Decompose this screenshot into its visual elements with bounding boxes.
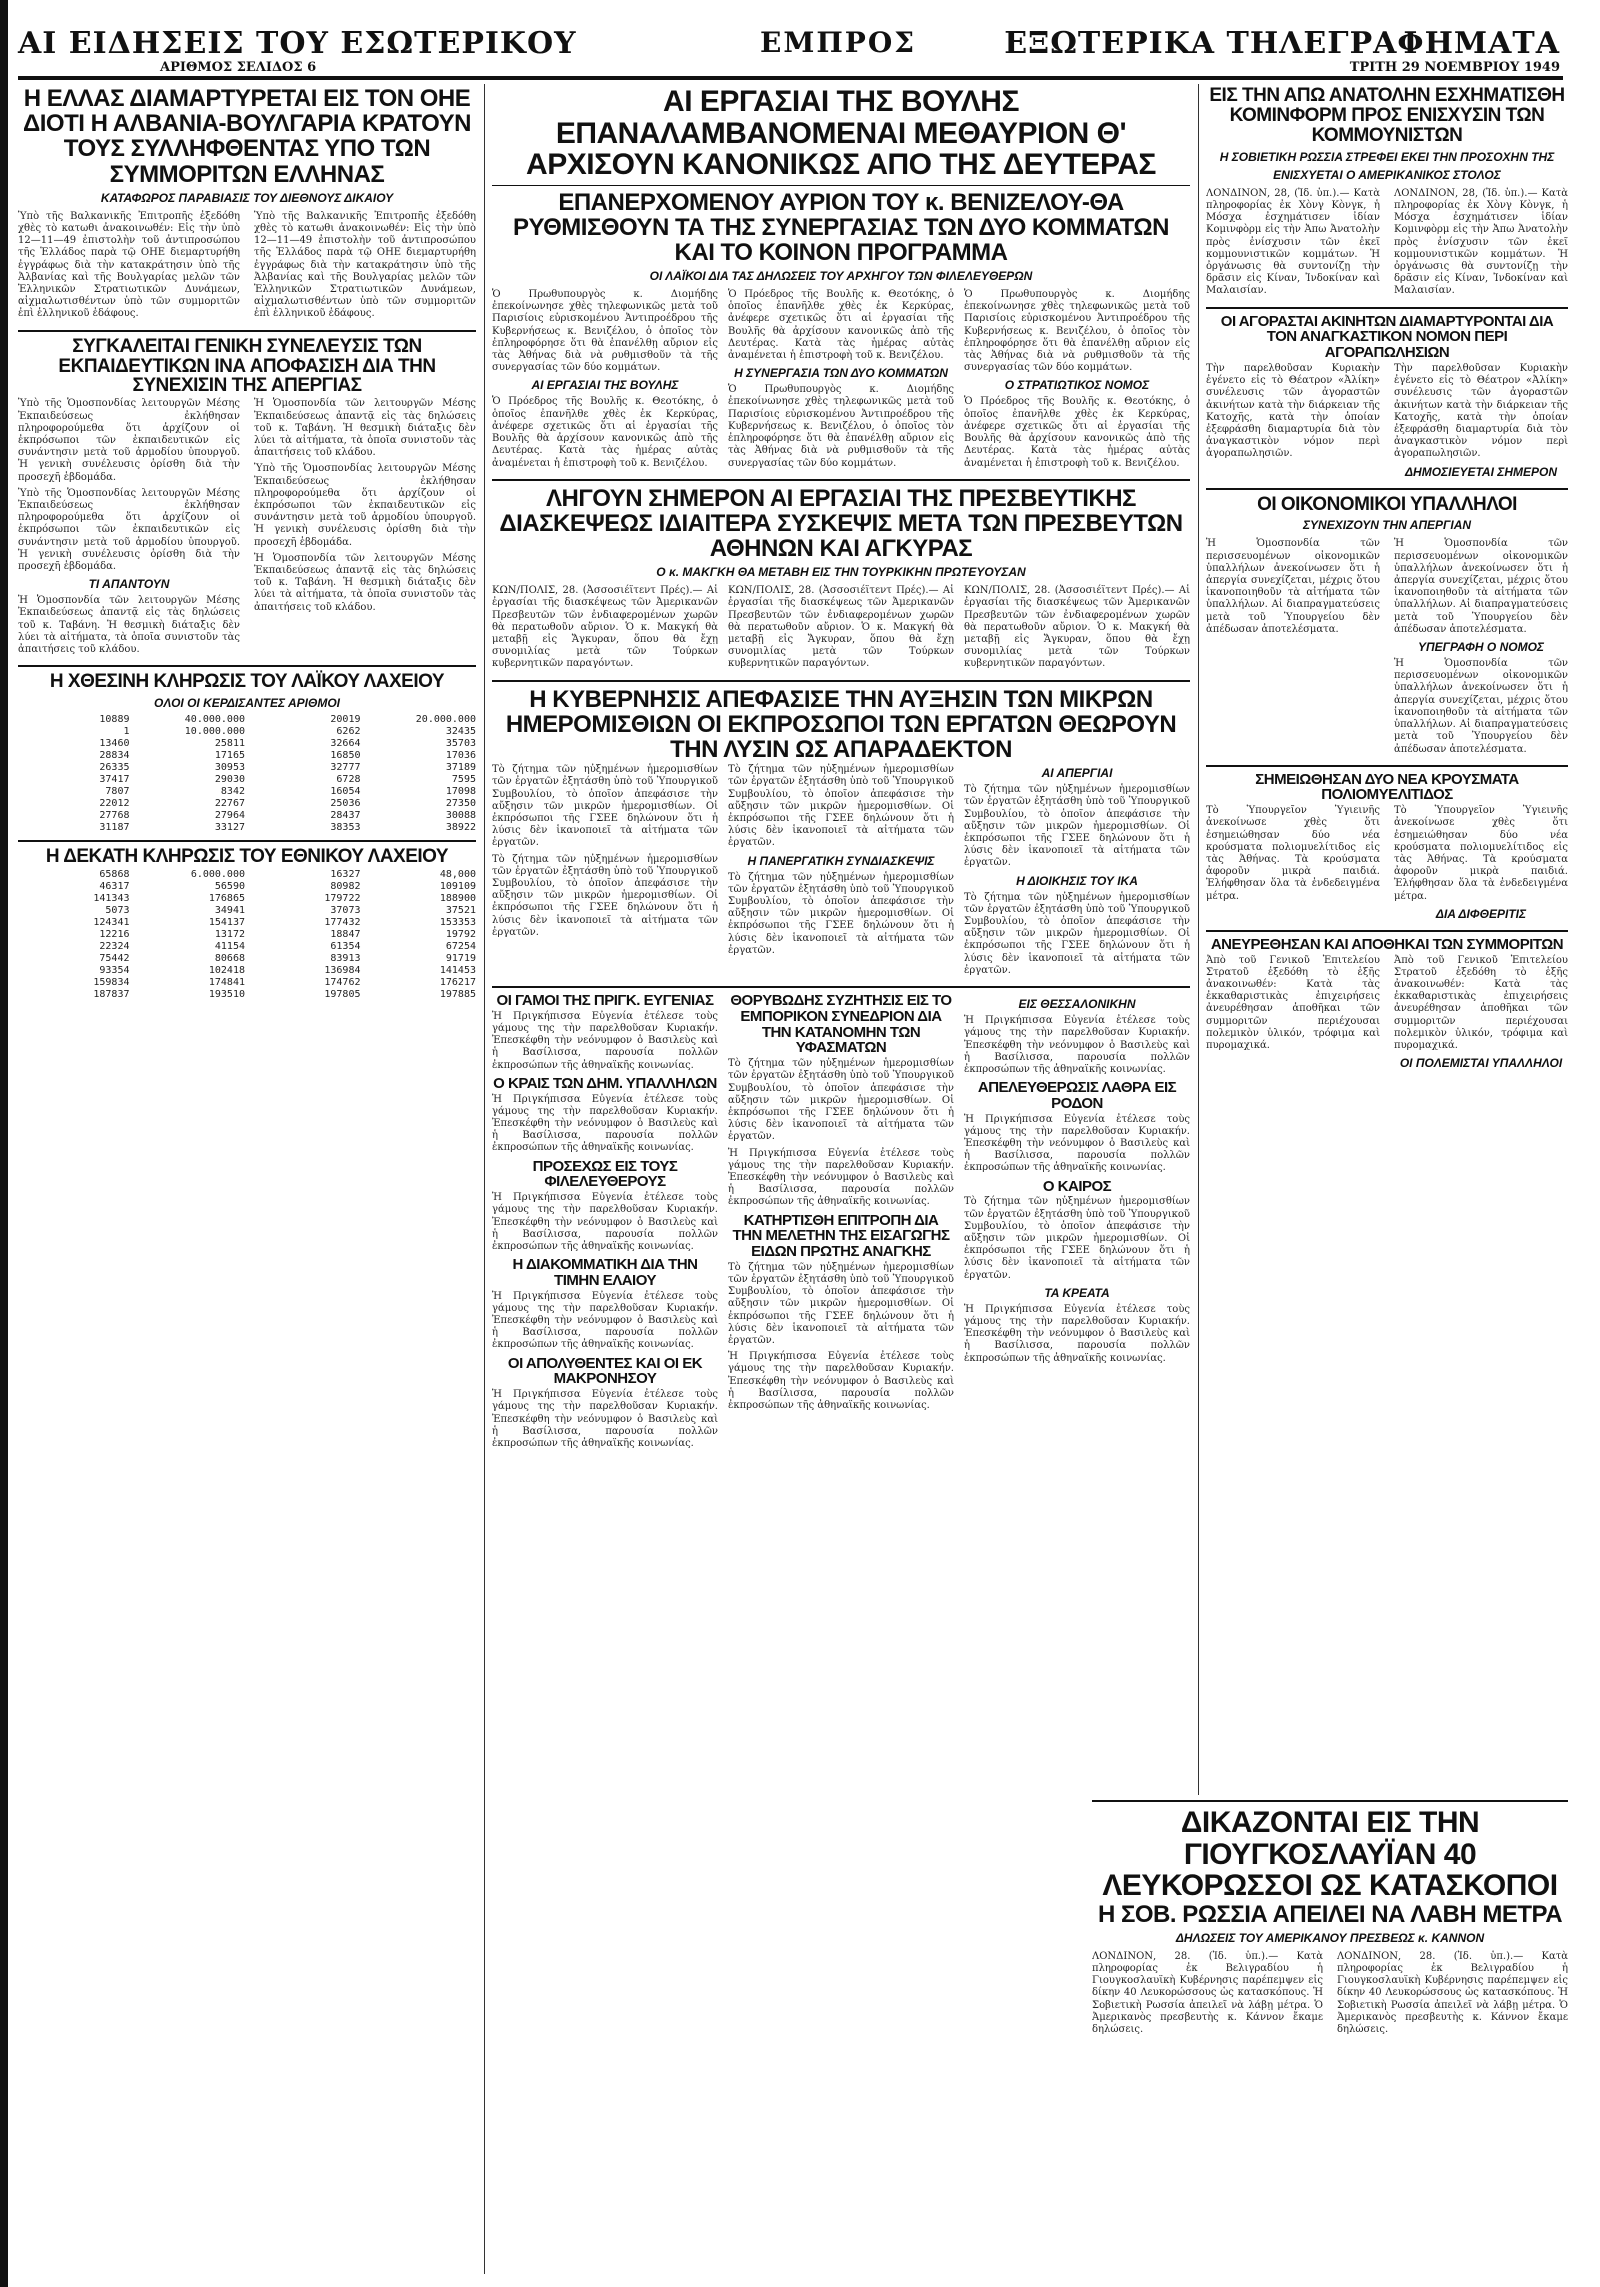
lottery-number: 19792 (445, 929, 476, 941)
lottery-number: 27768 (99, 810, 130, 822)
lottery-number: 179722 (324, 893, 361, 905)
divider (1206, 765, 1568, 767)
lottery-number: 80668 (214, 953, 245, 965)
lottery-number: 34941 (214, 905, 245, 917)
lottery-number: 61354 (330, 941, 361, 953)
divider (1206, 307, 1568, 309)
masthead-rule (18, 76, 1563, 80)
lottery-number: 109109 (439, 881, 476, 893)
article-text: Τὴν παρελθοῦσαν Κυριακὴν ἐγένετο εἰς τὸ Θέατρον «Ἀλίκη» συνέλευσις τῶν ἀγοραστῶν ἀκινήτων κατὰ τὴν διάρκειαν τῆς Κατοχῆς, κατὰ τὴν ὁποίαν ἐξεφράσθη διαμαρτυρία διὰ τὸν ἀναγκαστικὸν νόμον περὶ ἀγοραπωλησιῶν. (1394, 362, 1568, 460)
headline-popular-lottery: Η ΧΘΕΣΙΝΗ ΚΛΗΡΩΣΙΣ ΤΟΥ ΛΑΪΚΟΥ ΛΑΧΕΙΟΥ (49, 671, 445, 693)
article-text: Ἡ Πριγκήπισσα Εὐγενία ἐτέλεσε τοὺς γάμους της τὴν παρελθοῦσαν Κυριακήν. Ἐπεσκέφθη τὴν νεόνυμφον ὁ Βασιλεὺς καὶ ἡ Βασίλισσα, παρουσία πολλῶν ἐκπροσώπων τῆς ἀθηναϊκῆς κοινωνίας. (492, 1290, 718, 1351)
lottery-number: 8342 (220, 786, 245, 798)
divider (492, 479, 1190, 481)
article-text: ΚΩΝ/ΠΟΛΙΣ, 28. (Ἀσσοσιέϊτεντ Πρές).— Αἱ ἐργασίαι τῆς διασκέψεως τῶν Ἀμερικανῶν Πρεσβευτῶν τῶν ἐνδιαφερομένων χωρῶν θὰ περατωθοῦν αὔριον. Ὁ κ. Μακγκή θὰ μεταβῇ εἰς Ἄγκυραν, ὅπου θὰ ἔχῃ συνομιλίας μετὰ τῶν Τούρκων κυβερνητικῶν παραγόντων. (728, 585, 954, 670)
lottery-number: 38353 (330, 822, 361, 834)
lottery-number: 141343 (93, 893, 130, 905)
article-text: Ὑπὸ τῆς Ὁμοσπονδίας λειτουργῶν Μέσης Ἐκπαιδεύσεως ἐκλήθησαν πληροφορούμεθα ὅτι ἀρχίζουν οἱ ἐκπρόσωποι τῶν ἐκπαιδευτικῶν εἰς συνάντησιν μετὰ τοῦ ἁρμοδίου ὑπουργοῦ. Ἡ γενικὴ συνέλευσις ὁρίσθη διὰ τὴν προσεχῆ ἑβδομάδα. (18, 487, 240, 573)
masthead (0, 26, 1600, 60)
center-section (492, 86, 1190, 2276)
lottery-number: 193510 (208, 989, 245, 1001)
lottery-number: 28834 (99, 750, 130, 762)
subheadline: ΣΥΝΕΧΙΖΟΥΝ ΤΗΝ ΑΠΕΡΓΙΑΝ (1302, 518, 1472, 533)
lottery-number: 67254 (445, 941, 476, 953)
lottery-number: 136984 (324, 965, 361, 977)
divider (1206, 488, 1568, 490)
newspaper-name: ΕΜΠΡΟΣ (760, 26, 917, 59)
lottery-number: 91719 (445, 953, 476, 965)
headline-venizelos: ΕΠΑΝΕΡΧΟΜΕΝΟΥ ΑΥΡΙΟΝ ΤΟΥ κ. ΒΕΝΙΖΕΛΟΥ-ΘΑ ΡΥΘΜΙΣΘΟΥΝ ΤΑ ΤΗΣ ΣΥΝΕΡΓΑΣΙΑΣ ΤΩΝ ΔΥΟ ΚΟΜΜΑΤΩΝ ΚΑΙ ΤΟ ΚΟΙΝΟΝ ΠΡΟΓΡΑΜΜΑ (513, 188, 1169, 266)
article-text: Τὸ ζήτημα τῶν ηὐξημένων ἡμερομισθίων τῶν ἐργατῶν ἐξητάσθη ὑπὸ τοῦ Ὑπουργικοῦ Συμβουλίου, τὸ ὁποῖον ἀπεφάσισε τὴν αὔξησιν τῶν μικρῶν ἡμερομισθίων. Οἱ ἐκπρόσωποι τῆς ΓΣΕΕ δηλώνουν ὅτι ἡ λύσις δὲν ἱκανοποιεῖ τὰ αἰτήματα τῶν ἐργατῶν. (492, 764, 718, 849)
lottery-number: 32664 (330, 738, 361, 750)
article-text: Τὸ ζήτημα τῶν ηὐξημένων ἡμερομισθίων τῶν ἐργατῶν ἐξητάσθη ὑπὸ τοῦ Ὑπουργικοῦ Συμβουλίου, τὸ ὁποῖον ἀπεφάσισε τὴν αὔξησιν τῶν μικρῶν ἡμερομισθίων. Οἱ ἐκπρόσωποι τῆς ΓΣΕΕ δηλώνουν ὅτι ἡ λύσις δὲν ἱκανοποιεῖ τὰ αἰτήματα τῶν ἐργατῶν. (964, 784, 1190, 869)
subheadline: ΑΙ ΕΡΓΑΣΙΑΙ ΤΗΣ ΒΟΥΛΗΣ (531, 378, 679, 393)
article-text: Ἡ Πριγκήπισσα Εὐγενία ἐτέλεσε τοὺς γάμους της τὴν παρελθοῦσαν Κυριακήν. Ἐπεσκέφθη τὴν νεόνυμφον ὁ Βασιλεὺς καὶ ἡ Βασίλισσα, παρουσία πολλῶν ἐκπροσώπων τῆς ἀθηναϊκῆς κοινωνίας. (964, 1015, 1190, 1075)
headline-depots-found: ΑΝΕΥΡΕΘΗΣΑΝ ΚΑΙ ΑΠΟΘΗΚΑΙ ΤΩΝ ΣΥΜΜΟΡΙΤΩΝ (1210, 935, 1564, 953)
article-text: Ἡ Ὁμοσπονδία τῶν λειτουργῶν Μέσης Ἐκπαιδεύσεως ἀπαντᾷ εἰς τὰς δηλώσεις τοῦ κ. Ταβάνη. Ἡ θεσμικὴ διάταξις δὲν λύει τὰ αἰτήματα, τὰ ὁποῖα συνιστοῦν τὰς ἀπαιτήσεις τοῦ κλάδου. (18, 595, 240, 656)
subheadline: Ο κ. ΜΑΚΓΚΗ ΘΑ ΜΕΤΑΒΗ ΕΙΣ ΤΗΝ ΤΟΥΡΚΙΚΗΝ ΠΡΩΤΕΥΟΥΣΑΝ (656, 565, 1026, 580)
headline-civil-servants: Ο ΚΡΑΙΣ ΤΩΝ ΔΗΜ. ΥΠΑΛΛΗΛΩΝ (493, 1074, 717, 1092)
article-text: Ἡ Πριγκήπισσα Εὐγενία ἐτέλεσε τοὺς γάμους της τὴν παρελθοῦσαν Κυριακήν. Ἐπεσκέφθη τὴν νεόνυμφον ὁ Βασιλεὺς καὶ ἡ Βασίλισσα, παρουσία πολλῶν ἐκπροσώπων τῆς ἀθηναϊκῆς κοινωνίας. (492, 1389, 718, 1449)
subheadline: Ο ΣΤΡΑΤΙΩΤΙΚΟΣ ΝΟΜΟΣ (1004, 378, 1150, 393)
article-text: Ὑπὸ τῆς Ὁμοσπονδίας λειτουργῶν Μέσης Ἐκπαιδεύσεως ἐκλήθησαν πληροφορούμεθα ὅτι ἀρχίζουν οἱ ἐκπρόσωποι τῶν ἐκπαιδευτικῶν εἰς συνάντησιν μετὰ τοῦ ἁρμοδίου ὑπουργοῦ. Ἡ γενικὴ συνέλευσις ὁρίσθη διὰ τὴν προσεχῆ ἑβδομάδα. (18, 398, 240, 483)
article-text: Τὸ ζήτημα τῶν ηὐξημένων ἡμερομισθίων τῶν ἐργατῶν ἐξητάσθη ὑπὸ τοῦ Ὑπουργικοῦ Συμβουλίου, τὸ ὁποῖον ἀπεφάσισε τὴν αὔξησιν τῶν μικρῶν ἡμερομισθίων. Οἱ ἐκπρόσωποι τῆς ΓΣΕΕ δηλώνουν ὅτι ἡ λύσις δὲν ἱκανοποιεῖ τὰ αἰτήματα τῶν ἐργατῶν. (728, 871, 954, 956)
article-text: Ὑπὸ τῆς Βαλκανικῆς Ἐπιτροπῆς ἐξεδόθη χθὲς τὸ κατωθι ἀνακοινωθέν: Εἰς τὴν ὑπὸ 12—11—49 ἐπιστολὴν τοῦ ἀντιπροσώπου τῆς Ἑλλάδος παρὰ τῷ ΟΗΕ διεμαρτυρήθη ἐγγράφως διὰ τὴν κατακράτησιν ὑπὸ τῆς Ἀλβανίας καὶ τῆς Βουλγαρίας μελῶν τῶν Ἑλληνικῶν Στρατιωτικῶν Δυνάμεων, αἰχμαλωτισθέντων ὑπὸ τῶν συμμοριτῶν ἐπὶ ἑλληνικοῦ ἐδάφους. (254, 210, 476, 320)
article-text: Ἡ Πριγκήπισσα Εὐγενία ἐτέλεσε τοὺς γάμους της τὴν παρελθοῦσαν Κυριακήν. Ἐπεσκέφθη τὴν νεόνυμφον ὁ Βασιλεὺς καὶ ἡ Βασίλισσα, παρουσία πολλῶν ἐκπροσώπων τῆς ἀθηναϊκῆς κοινωνίας. (728, 1147, 954, 1208)
lottery-number: 177432 (324, 917, 361, 929)
headline-property-buyers: ΟΙ ΑΓΟΡΑΣΤΑΙ ΑΚΙΝΗΤΩΝ ΔΙΑΜΑΡΤΥΡΟΝΤΑΙ ΔΙΑ ΤΟΝ ΑΝΑΓΚΑΣΤΙΚΟΝ ΝΟΜΟΝ ΠΕΡΙ ΑΓΟΡΑΠΩΛΗΣΙΩΝ (1220, 312, 1554, 362)
article-text: Τὴν παρελθοῦσαν Κυριακὴν ἐγένετο εἰς τὸ Θέατρον «Ἀλίκη» συνέλευσις τῶν ἀγοραστῶν ἀκινήτων κατὰ τὴν διάρκειαν τῆς Κατοχῆς, κατὰ τὴν ὁποίαν ἐξεφράσθη διαμαρτυρία διὰ τὸν ἀναγκαστικὸν νόμον περὶ ἀγοραπωλησιῶν. (1206, 362, 1380, 460)
lottery-number: 37073 (330, 905, 361, 917)
headline-wedding: ΟΙ ΓΑΜΟΙ ΤΗΣ ΠΡΙΓΚ. ΕΥΓΕΝΙΑΣ (496, 992, 714, 1010)
divider (492, 185, 1190, 186)
lottery-number: 17098 (445, 786, 476, 798)
subheadline: ΔΙΑ ΔΙΦΘΕΡΙΤΙΣ (1435, 906, 1527, 921)
subheadline: ΕΙΣ ΘΕΣΣΑΛΟΝΙΚΗΝ (1018, 997, 1136, 1012)
lottery-number: 28437 (330, 810, 361, 822)
divider (18, 665, 476, 667)
lottery-number: 102418 (208, 965, 245, 977)
headline-weather: Ο ΚΑΙΡΟΣ (1042, 1177, 1112, 1195)
lottery-number: 20019 (330, 714, 361, 726)
headline-rhodes: ΑΠΕΛΕΥΘΕΡΩΣΙΣ ΛΑΘΡΑ ΕΙΣ ΡΟΔΟΝ (977, 1079, 1177, 1112)
article-text: Τὸ ζήτημα τῶν ηὐξημένων ἡμερομισθίων τῶν ἐργατῶν ἐξητάσθη ὑπὸ τοῦ Ὑπουργικοῦ Συμβουλίου, τὸ ὁποῖον ἀπεφάσισε τὴν αὔξησιν τῶν μικρῶν ἡμερομισθίων. Οἱ ἐκπρόσωποι τῆς ΓΣΕΕ δηλώνουν ὅτι ἡ λύσις δὲν ἱκανοποιεῖ τὰ αἰτήματα τῶν ἐργατῶν. (728, 764, 954, 849)
subheadline: ΔΗΜΟΣΙΕΥΕΤΑΙ ΣΗΜΕΡΟΝ (1404, 464, 1557, 479)
page-binding-edge (0, 0, 8, 2287)
headline-yugoslavia-trial: ΔΙΚΑΖΟΝΤΑΙ ΕΙΣ ΤΗΝ ΓΙΟΥΓΚΟΣΛΑΥΪΑΝ 40 ΛΕΥΚΟΡΩΣΣΟΙ ΩΣ ΚΑΤΑΣΚΟΠΟΙ (1102, 1806, 1558, 1902)
headline-liberals: ΠΡΟΣΕΧΩΣ ΕΙΣ ΤΟΥΣ ΦΙΛΕΛΕΥΘΕΡΟΥΣ (532, 1157, 678, 1191)
divider (492, 680, 1190, 682)
article-text: Ὁ Πρωθυπουργὸς κ. Διομήδης ἐπεκοίνωνησε χθὲς τηλεφωνικῶς μετὰ τοῦ Παρισίοις εὑρισκομένου Ἀντιπροέδρου τῆς Κυβερνήσεως κ. Βενιζέλου, ὁ ὁποῖος τὸν ἐπληροφόρησε ὅτι θὰ ἐπανέλθῃ αὔριον εἰς τὰς Ἀθήνας διὰ νὰ ρυθμισθοῦν τὰ τῆς συνεργασίας τῶν δύο κομμάτων. (728, 384, 954, 469)
lottery-number: 187837 (93, 989, 130, 1001)
article-text: Ἀπὸ τοῦ Γενικοῦ Ἐπιτελείου Στρατοῦ ἐξεδόθη τὸ ἑξῆς ἀνακοινωθέν: Κατὰ τὰς ἐκκαθαριστικὰς ἐπιχειρήσεις ἀνευρέθησαν ἀποθῆκαι τῶν συμμοριτῶν περιέχουσαι πολεμικὸν ὑλικόν, τρόφιμα καὶ πυρομαχικά. (1394, 954, 1568, 1051)
lottery-number: 41154 (214, 941, 245, 953)
headline-national-lottery: Η ΔΕΚΑΤΗ ΚΛΗΡΩΣΙΣ ΤΟΥ ΕΘΝΙΚΟΥ ΛΑΧΕΙΟΥ (45, 846, 449, 868)
lottery-number: 159834 (93, 977, 130, 989)
headline-polio: ΣΗΜΕΙΩΘΗΣΑΝ ΔΥΟ ΝΕΑ ΚΡΟΥΣΜΑΤΑ ΠΟΛΙΟΜΥΕΛΙΤΙΔΟΣ (1255, 770, 1519, 804)
lottery-number: 7595 (451, 774, 476, 786)
lottery-number: 16850 (330, 750, 361, 762)
article-text: Ἡ Ὁμοσπονδία τῶν περισσευομένων οἰκονομικῶν ὑπαλλήλων ἀνεκοίνωσεν ὅτι ἡ ἀπεργία συνεχίζεται, μέχρις ὅτου ἱκανοποιηθοῦν τὰ αἰτήματα τῶν ὑπαλλήλων. Αἱ διαπραγματεύσεις μετὰ τοῦ Ὑπουργείου δὲν ἀπέδωσαν ἀποτελέσματα. (1394, 658, 1568, 755)
subheadline: Η ΣΥΝΕΡΓΑΣΙΑ ΤΩΝ ΔΥΟ ΚΟΜΜΑΤΩΝ (734, 366, 948, 381)
headline-soviet-threat: Η ΣΟΒ. ΡΩΣΣΙΑ ΑΠΕΙΛΕΙ ΝΑ ΛΑΒΗ ΜΕΤΡΑ (1097, 1900, 1563, 1928)
subheadline: ΕΝΙΣΧΥΕΤΑΙ Ο ΑΜΕΡΙΚΑΝΙΚΟΣ ΣΤΟΛΟΣ (1273, 167, 1501, 182)
article-text: Ὁ Πρόεδρος τῆς Βουλῆς κ. Θεοτόκης, ὁ ὁποῖος ἐπανῆλθε χθὲς ἐκ Κερκύρας, ἀνέφερε σχετικῶς ὅτι αἱ ἐργασίαι τῆς Βουλῆς θὰ ἀρχίσουν κανονικῶς ἀπὸ τῆς Δευτέρας. Κατὰ τὰς ἡμέρας αὐτὰς ἀναμένεται ἡ ἐπιστροφὴ τοῦ κ. Βενιζέλου. (964, 396, 1190, 469)
lottery-number: 10889 (99, 714, 130, 726)
lottery-number: 37521 (445, 905, 476, 917)
section-title-foreign: ΕΞΩΤΕΡΙΚΑ ΤΗΛΕΓΡΑΦΗΜΑΤΑ (1004, 26, 1560, 61)
article-text: Ἡ Ὁμοσπονδία τῶν λειτουργῶν Μέσης Ἐκπαιδεύσεως ἀπαντᾷ εἰς τὰς δηλώσεις τοῦ κ. Ταβάνη. Ἡ θεσμικὴ διάταξις δὲν λύει τὰ αἰτήματα, τὰ ὁποῖα συνιστοῦν τὰς ἀπαιτήσεις τοῦ κλάδου. (254, 552, 476, 613)
lottery-number: 13460 (99, 738, 130, 750)
lottery-number: 176865 (208, 893, 245, 905)
article-text: Ἡ Πριγκήπισσα Εὐγενία ἐτέλεσε τοὺς γάμους της τὴν παρελθοῦσαν Κυριακήν. Ἐπεσκέφθη τὴν νεόνυμφον ὁ Βασιλεὺς καὶ ἡ Βασίλισσα, παρουσία πολλῶν ἐκπροσώπων τῆς ἀθηναϊκῆς κοινωνίας. (492, 1192, 718, 1252)
subheadline: Η ΠΑΝΕΡΓΑΤΙΚΗ ΣΥΝΔΙΑΣΚΕΨΙΣ (747, 853, 935, 868)
lottery-number: 46317 (99, 881, 130, 893)
article-text: Τὸ ζήτημα τῶν ηὐξημένων ἡμερομισθίων τῶν ἐργατῶν ἐξητάσθη ὑπὸ τοῦ Ὑπουργικοῦ Συμβουλίου, τὸ ὁποῖον ἀπεφάσισε τὴν αὔξησιν τῶν μικρῶν ἡμερομισθίων. Οἱ ἐκπρόσωποι τῆς ΓΣΕΕ δηλώνουν ὅτι ἡ λύσις δὲν ἱκανοποιεῖ τὰ αἰτήματα τῶν ἐργατῶν. (728, 1261, 954, 1346)
lottery-number: 16327 (330, 869, 361, 881)
lottery-number: 153353 (439, 917, 476, 929)
lottery-number: 27350 (445, 798, 476, 810)
article-text: Ἡ Πριγκήπισσα Εὐγενία ἐτέλεσε τοὺς γάμους της τὴν παρελθοῦσαν Κυριακήν. Ἐπεσκέφθη τὴν νεόνυμφον ὁ Βασιλεὺς καὶ ἡ Βασίλισσα, παρουσία πολλῶν ἐκπροσώπων τῆς ἀθηναϊκῆς κοινωνίας. (492, 1093, 718, 1154)
lottery-number: 30953 (214, 762, 245, 774)
article-text: Ἡ Πριγκήπισσα Εὐγενία ἐτέλεσε τοὺς γάμους της τὴν παρελθοῦσαν Κυριακήν. Ἐπεσκέφθη τὴν νεόνυμφον ὁ Βασιλεὺς καὶ ἡ Βασίλισσα, παρουσία πολλῶν ἐκπροσώπων τῆς ἀθηναϊκῆς κοινωνίας. (492, 1010, 718, 1071)
article-text: Ἡ Πριγκήπισσα Εὐγενία ἐτέλεσε τοὺς γάμους της τὴν παρελθοῦσαν Κυριακήν. Ἐπεσκέφθη τὴν νεόνυμφον ὁ Βασιλεὺς καὶ ἡ Βασίλισσα, παρουσία πολλῶν ἐκπροσώπων τῆς ἀθηναϊκῆς κοινωνίας. (728, 1351, 954, 1412)
article-text: Τὸ ζήτημα τῶν ηὐξημένων ἡμερομισθίων τῶν ἐργατῶν ἐξητάσθη ὑπὸ τοῦ Ὑπουργικοῦ Συμβουλίου, τὸ ὁποῖον ἀπεφάσισε τὴν αὔξησιν τῶν μικρῶν ἡμερομισθίων. Οἱ ἐκπρόσωποι τῆς ΓΣΕΕ δηλώνουν ὅτι ἡ λύσις δὲν ἱκανοποιεῖ τὰ αἰτήματα τῶν ἐργατῶν. (728, 1058, 954, 1143)
lottery-number: 174841 (208, 977, 245, 989)
lottery-number: 37417 (99, 774, 130, 786)
lottery-number: 27964 (214, 810, 245, 822)
article-text: Ὑπὸ τῆς Βαλκανικῆς Ἐπιτροπῆς ἐξεδόθη χθὲς τὸ κατωθι ἀνακοινωθέν: Εἰς τὴν ὑπὸ 12—11—49 ἐπιστολὴν τοῦ ἀντιπροσώπου τῆς Ἑλλάδος παρὰ τῷ ΟΗΕ διεμαρτυρήθη ἐγγράφως διὰ τὴν κατακράτησιν ὑπὸ τῆς Ἀλβανίας καὶ τῆς Βουλγαρίας μελῶν τῶν Ἑλληνικῶν Στρατιωτικῶν Δυνάμεων, αἰχμαλωτισθέντων ὑπὸ τῶν συμμοριτῶν ἐπὶ ἑλληνικοῦ ἐδάφους. (18, 210, 240, 320)
subheadline: ΟΙ ΛΑΪΚΟΙ ΔΙΑ ΤΑΣ ΔΗΛΩΣΕΙΣ ΤΟΥ ΑΡΧΗΓΟΥ ΤΩΝ ΦΙΛΕΛΕΥΘΕΡΩΝ (649, 269, 1033, 284)
headline-ambassadors-conference: ΛΗΓΟΥΝ ΣΗΜΕΡΟΝ ΑΙ ΕΡΓΑΣΙΑΙ ΤΗΣ ΠΡΕΣΒΕΥΤΙΚΗΣ ΔΙΑΣΚΕΨΕΩΣ ΙΔΙΑΙΤΕΡΑ ΣΥΣΚΕΨΙΣ ΜΕΤΑ ΤΩΝ ΠΡΕΣΒΕΥΤΩΝ ΑΘΗΝΩΝ ΚΑΙ ΑΓΚΥΡΑΣ (499, 484, 1183, 563)
page-number: ΑΡΙΘΜΟΣ ΣΕΛΙΔΟΣ 6 (160, 60, 317, 75)
subheadline: ΟΛΟΙ ΟΙ ΚΕΡΔΙΣΑΝΤΕΣ ΑΡΙΘΜΟΙ (154, 696, 340, 711)
headline-olive-oil: Η ΔΙΑΚΟΜΜΑΤΙΚΗ ΔΙΑ ΤΗΝ ΤΙΜΗΝ ΕΛΑΙΟΥ (512, 1256, 698, 1289)
article-text: Τὸ Ὑπουργεῖον Ὑγιεινῆς ἀνεκοίνωσε χθὲς ὅτι ἐσημειώθησαν δύο νέα κρούσματα πολιομυελίτιδος εἰς τὰς Ἀθήνας. Τὰ κρούσματα ἀφοροῦν μικρὰ παιδιά. Ἐλήφθησαν ὅλα τὰ ἐνδεδειγμένα μέτρα. (1206, 805, 1380, 902)
lottery-number: 197805 (324, 989, 361, 1001)
lottery-number: 25811 (214, 738, 245, 750)
lottery-results-table (18, 714, 476, 834)
yugoslavia-story (1092, 1795, 1568, 2275)
headline-finance-employees: ΟΙ ΟΙΚΟΝΟΜΙΚΟΙ ΥΠΑΛΛΗΛΟΙ (1257, 493, 1517, 515)
lottery-number: 56590 (214, 881, 245, 893)
article-text: Ἡ Πριγκήπισσα Εὐγενία ἐτέλεσε τοὺς γάμους της τὴν παρελθοῦσαν Κυριακήν. Ἐπεσκέφθη τὴν νεόνυμφον ὁ Βασιλεὺς καὶ ἡ Βασίλισσα, παρουσία πολλῶν ἐκπροσώπων τῆς ἀθηναϊκῆς κοινωνίας. (964, 1303, 1190, 1364)
subheadline: ΥΠΕΓΡΑΦΗ Ο ΝΟΜΟΣ (1418, 640, 1544, 655)
lottery-number: 83913 (330, 953, 361, 965)
lottery-number: 6.000.000 (190, 869, 245, 881)
article-text: ΚΩΝ/ΠΟΛΙΣ, 28. (Ἀσσοσιέϊτεντ Πρές).— Αἱ ἐργασίαι τῆς διασκέψεως τῶν Ἀμερικανῶν Πρεσβευτῶν τῶν ἐνδιαφερομένων χωρῶν θὰ περατωθοῦν αὔριον. Ὁ κ. Μακγκή θὰ μεταβῇ εἰς Ἄγκυραν, ὅπου θὰ ἔχῃ συνομιλίας μετὰ τῶν Τούρκων κυβερνητικῶν παραγόντων. (492, 585, 718, 670)
lottery-number: 65868 (99, 869, 130, 881)
lottery-number: 12216 (99, 929, 130, 941)
subheadline: ΤΙ ΑΠΑΝΤΟΥΝ (88, 577, 170, 592)
headline-cominform-far-east: ΕΙΣ ΤΗΝ ΑΠΩ ΑΝΑΤΟΛΗΝ ΕΣΧΗΜΑΤΙΣΘΗ ΚΟΜΙΝΦΟΡΜ ΠΡΟΣ ΕΝΙΣΧΥΣΙΝ ΤΩΝ ΚΟΜΜΟΥΝΙΣΤΩΝ (1209, 86, 1565, 146)
lottery-number: 10.000.000 (184, 726, 245, 738)
lottery-number: 30088 (445, 810, 476, 822)
subheadline: Η ΣΟΒΙΕΤΙΚΗ ΡΩΣΣΙΑ ΣΤΡΕΦΕΙ ΕΚΕΙ ΤΗΝ ΠΡΟΣΟΧΗΝ ΤΗΣ (1219, 149, 1555, 164)
headline-fabrics: ΘΟΡΥΒΩΔΗΣ ΣΥΖΗΤΗΣΙΣ ΕΙΣ ΤΟ ΕΜΠΟΡΙΚΟΝ ΣΥΝΕΔΡΙΟΝ ΔΙΑ ΤΗΝ ΚΑΤΑΝΟΜΗΝ ΤΩΝ ΥΦΑΣΜΑΤΩΝ (730, 992, 952, 1057)
lottery-number: 141453 (439, 965, 476, 977)
lottery-number: 29030 (214, 774, 245, 786)
article-text: ΛΟΝΔΙΝΟΝ, 28, (Ἰδ. ὑπ.).— Κατὰ πληροφορίας ἐκ Χὸνγ Κὸνγκ, ἡ Μόσχα ἐσχημάτισεν ἰδίαν Κομινφὸρμ εἰς τὴν Ἀπω Ἀνατολὴν πρὸς ἐνίσχυσιν τῶν ἐκεῖ κομμουνιστικῶν κομμάτων. Ἡ ὀργάνωσις θὰ συντονίζῃ τὴν δρᾶσιν εἰς Κίναν, Ἰνδοκίναν καὶ Μαλαισίαν. (1206, 187, 1380, 297)
lottery-number: 22767 (214, 798, 245, 810)
divider (18, 840, 476, 842)
lottery-number: 32435 (445, 726, 476, 738)
lottery-number: 38922 (445, 822, 476, 834)
lottery-number: 188900 (439, 893, 476, 905)
article-text: Τὸ ζήτημα τῶν ηὐξημένων ἡμερομισθίων τῶν ἐργατῶν ἐξητάσθη ὑπὸ τοῦ Ὑπουργικοῦ Συμβουλίου, τὸ ὁποῖον ἀπεφάσισε τὴν αὔξησιν τῶν μικρῶν ἡμερομισθίων. Οἱ ἐκπρόσωποι τῆς ΓΣΕΕ δηλώνουν ὅτι ἡ λύσις δὲν ἱκανοποιεῖ τὰ αἰτήματα τῶν ἐργατῶν. (492, 853, 718, 938)
lottery-number: 37189 (445, 762, 476, 774)
lottery-number: 31187 (99, 822, 130, 834)
article-text: Ὁ Πρόεδρος τῆς Βουλῆς κ. Θεοτόκης, ὁ ὁποῖος ἐπανῆλθε χθὲς ἐκ Κερκύρας, ἀνέφερε σχετικῶς ὅτι αἱ ἐργασίαι τῆς Βουλῆς θὰ ἀρχίσουν κανονικῶς ἀπὸ τῆς Δευτέρας. Κατὰ τὰς ἡμέρας αὐτὰς ἀναμένεται ἡ ἐπιστροφὴ τοῦ κ. Βενιζέλου. (492, 396, 718, 469)
divider (1206, 930, 1568, 932)
subheadline: ΔΗΛΩΣΕΙΣ ΤΟΥ ΑΜΕΡΙΚΑΝΟΥ ΠΡΕΣΒΕΩΣ κ. ΚΑΝΝΟΝ (1175, 1930, 1485, 1945)
subheadline: ΟΙ ΠΟΛΕΜΙΣΤΑΙ ΥΠΑΛΛΗΛΟΙ (1399, 1056, 1563, 1071)
divider (492, 986, 1190, 988)
article-text: Ὁ Πρόεδρος τῆς Βουλῆς κ. Θεοτόκης, ὁ ὁποῖος ἐπανῆλθε χθὲς ἐκ Κερκύρας, ἀνέφερε σχετικῶς ὅτι αἱ ἐργασίαι τῆς Βουλῆς θὰ ἀρχίσουν κανονικῶς ἀπὸ τῆς Δευτέρας. Κατὰ τὰς ἡμέρας αὐτὰς ἀναμένεται ἡ ἐπιστροφὴ τοῦ κ. Βενιζέλου. (728, 289, 954, 362)
lottery-number: 35703 (445, 738, 476, 750)
subheadline: Η ΔΙΟΙΚΗΣΙΣ ΤΟΥ ΙΚΑ (1016, 873, 1138, 888)
article-text: Ὁ Πρωθυπουργὸς κ. Διομήδης ἐπεκοίνωνησε χθὲς τηλεφωνικῶς μετὰ τοῦ Παρισίοις εὑρισκομένου Ἀντιπροέδρου τῆς Κυβερνήσεως κ. Βενιζέλου, ὁ ὁποῖος τὸν ἐπληροφόρησε ὅτι θὰ ἐπανέλθῃ αὔριον εἰς τὰς Ἀθήνας διὰ νὰ ρυθμισθοῦν τὰ τῆς συνεργασίας τῶν δύο κομμάτων. (492, 289, 718, 374)
headline-parliament: ΑΙ ΕΡΓΑΣΙΑΙ ΤΗΣ ΒΟΥΛΗΣ ΕΠΑΝΑΛΑΜΒΑΝΟΜΕΝΑΙ ΜΕΘΑΥΡΙΟΝ Θ' ΑΡΧΙΣΟΥΝ ΚΑΝΟΝΙΚΩΣ ΑΠΟ ΤΗΣ ΔΕΥΤΕΡΑΣ (526, 86, 1156, 181)
article-text: Τὸ Ὑπουργεῖον Ὑγιεινῆς ἀνεκοίνωσε χθὲς ὅτι ἐσημειώθησαν δύο νέα κρούσματα πολιομυελίτιδος εἰς τὰς Ἀθήνας. Τὰ κρούσματα ἀφοροῦν μικρὰ παιδιά. Ἐλήφθησαν ὅλα τὰ ἐνδεδειγμένα μέτρα. (1394, 805, 1568, 902)
lottery-number: 25036 (330, 798, 361, 810)
lottery-number: 26335 (99, 762, 130, 774)
article-text: ΛΟΝΔΙΝΟΝ, 28. (Ἰδ. ὑπ.).— Κατὰ πληροφορίας ἐκ Βελιγραδίου ἡ Γιουγκοσλαυϊκὴ Κυβέρνησις παρέπεμψεν εἰς δίκην 40 Λευκορώσσους ὡς κατασκόπους. Ἡ Σοβιετικὴ Ρωσσία ἀπειλεῖ νὰ λάβῃ μέτρα. Ὁ Ἀμερικανὸς πρεσβευτὴς κ. Κάννον ἔκαμε δηλώσεις. (1337, 1950, 1568, 2035)
article-text: Τὸ ζήτημα τῶν ηὐξημένων ἡμερομισθίων τῶν ἐργατῶν ἐξητάσθη ὑπὸ τοῦ Ὑπουργικοῦ Συμβουλίου, τὸ ὁποῖον ἀπεφάσισε τὴν αὔξησιν τῶν μικρῶν ἡμερομισθίων. Οἱ ἐκπρόσωποι τῆς ΓΣΕΕ δηλώνουν ὅτι ἡ λύσις δὲν ἱκανοποιεῖ τὰ αἰτήματα τῶν ἐργατῶν. (964, 891, 1190, 976)
lottery-number: 20.000.000 (415, 714, 476, 726)
article-text: ΛΟΝΔΙΝΟΝ, 28. (Ἰδ. ὑπ.).— Κατὰ πληροφορίας ἐκ Βελιγραδίου ἡ Γιουγκοσλαυϊκὴ Κυβέρνησις παρέπεμψεν εἰς δίκην 40 Λευκορώσσους ὡς κατασκόπους. Ἡ Σοβιετικὴ Ρωσσία ἀπειλεῖ νὰ λάβῃ μέτρα. Ὁ Ἀμερικανὸς πρεσβευτὴς κ. Κάννον ἔκαμε δηλώσεις. (1092, 1950, 1323, 2035)
subheadline: ΑΙ ΑΠΕΡΓΙΑΙ (1041, 766, 1113, 781)
article-text: Ἡ Ὁμοσπονδία τῶν περισσευομένων οἰκονομικῶν ὑπαλλήλων ἀνεκοίνωσεν ὅτι ἡ ἀπεργία συνεχίζεται, μέχρις ὅτου ἱκανοποιηθοῦν τὰ αἰτήματα τῶν ὑπαλλήλων. Αἱ διαπραγματεύσεις μετὰ τοῦ Ὑπουργείου δὲν ἀπέδωσαν ἀποτελέσματα. (1394, 538, 1568, 635)
article-text: ΚΩΝ/ΠΟΛΙΣ, 28. (Ἀσσοσιέϊτεντ Πρές).— Αἱ ἐργασίαι τῆς διασκέψεως τῶν Ἀμερικανῶν Πρεσβευτῶν τῶν ἐνδιαφερομένων χωρῶν θὰ περατωθοῦν αὔριον. Ὁ κ. Μακγκή θὰ μεταβῇ εἰς Ἄγκυραν, ὅπου θὰ ἔχῃ συνομιλίας μετὰ τῶν Τούρκων κυβερνητικῶν παραγόντων. (964, 585, 1190, 670)
lottery-number: 80982 (330, 881, 361, 893)
lottery-number: 124341 (93, 917, 130, 929)
headline-makronisos: ΟΙ ΑΠΟΛΥΘΕΝΤΕΣ ΚΑΙ ΟΙ ΕΚ ΜΑΚΡΟΝΗΣΟΥ (507, 1354, 703, 1388)
lottery-number: 16054 (330, 786, 361, 798)
lottery-number: 22012 (99, 798, 130, 810)
lottery-number: 17036 (445, 750, 476, 762)
headline-imports-committee: ΚΑΤΗΡΤΙΣΘΗ ΕΠΙΤΡΟΠΗ ΔΙΑ ΤΗΝ ΜΕΛΕΤΗΝ ΤΗΣ ΕΙΣΑΓΩΓΗΣ ΕΙΔΩΝ ΠΡΩΤΗΣ ΑΝΑΓΚΗΣ (732, 1211, 950, 1261)
lottery-number: 93354 (99, 965, 130, 977)
lottery-number: 48,000 (439, 869, 476, 881)
lottery-number: 154137 (208, 917, 245, 929)
column-divider (484, 84, 485, 2274)
article-text: Ἡ Πριγκήπισσα Εὐγενία ἐτέλεσε τοὺς γάμους της τὴν παρελθοῦσαν Κυριακήν. Ἐπεσκέφθη τὴν νεόνυμφον ὁ Βασιλεὺς καὶ ἡ Βασίλισσα, παρουσία πολλῶν ἐκπροσώπων τῆς ἀθηναϊκῆς κοινωνίας. (964, 1113, 1190, 1174)
lottery-number: 22324 (99, 941, 130, 953)
lottery-number: 176217 (439, 977, 476, 989)
lottery-number: 6262 (336, 726, 361, 738)
lottery-number: 40.000.000 (184, 714, 245, 726)
lottery-number: 33127 (214, 822, 245, 834)
article-text: Ἀπὸ τοῦ Γενικοῦ Ἐπιτελείου Στρατοῦ ἐξεδόθη τὸ ἑξῆς ἀνακοινωθέν: Κατὰ τὰς ἐκκαθαριστικὰς ἐπιχειρήσεις ἀνευρέθησαν ἀποθῆκαι τῶν συμμοριτῶν περιέχουσαι πολεμικὸν ὑλικόν, τρόφιμα καὶ πυρομαχικά. (1206, 954, 1380, 1051)
lottery-number: 18847 (330, 929, 361, 941)
lottery-number: 5073 (105, 905, 130, 917)
headline-wages: Η ΚΥΒΕΡΝΗΣΙΣ ΑΠΕΦΑΣΙΣΕ ΤΗΝ ΑΥΞΗΣΙΝ ΤΩΝ ΜΙΚΡΩΝ ΗΜΕΡΟΜΙΣΘΙΩΝ ΟΙ ΕΚΠΡΟΣΩΠΟΙ ΤΩΝ ΕΡΓΑΤΩΝ ΘΕΩΡΟΥΝ ΤΗΝ ΛΥΣΙΝ ΩΣ ΑΠΑΡΑΔΕΚΤΟΝ (505, 685, 1177, 764)
lottery-results-table (18, 869, 476, 1001)
lottery-number: 13172 (214, 929, 245, 941)
subheadline: ΚΑΤΑΦΩΡΟΣ ΠΑΡΑΒΙΑΣΙΣ ΤΟΥ ΔΙΕΘΝΟΥΣ ΔΙΚΑΙΟΥ (100, 190, 394, 205)
lottery-number: 1 (123, 726, 130, 738)
section-title-domestic: ΑΙ ΕΙΔΗΣΕΙΣ ΤΟΥ ΕΣΩΤΕΡΙΚΟΥ (18, 26, 577, 61)
lottery-number: 174762 (324, 977, 361, 989)
article-text: Ὁ Πρωθυπουργὸς κ. Διομήδης ἐπεκοίνωνησε χθὲς τηλεφωνικῶς μετὰ τοῦ Παρισίοις εὑρισκομένου Ἀντιπροέδρου τῆς Κυβερνήσεως κ. Βενιζέλου, ὁ ὁποῖος τὸν ἐπληροφόρησε ὅτι θὰ ἐπανέλθῃ αὔριον εἰς τὰς Ἀθήνας διὰ νὰ ρυθμισθοῦν τὰ τῆς συνεργασίας τῶν δύο κομμάτων. (964, 289, 1190, 374)
lottery-number: 75442 (99, 953, 130, 965)
article-text: Τὸ ζήτημα τῶν ηὐξημένων ἡμερομισθίων τῶν ἐργατῶν ἐξητάσθη ὑπὸ τοῦ Ὑπουργικοῦ Συμβουλίου, τὸ ὁποῖον ἀπεφάσισε τὴν αὔξησιν τῶν μικρῶν ἡμερομισθίων. Οἱ ἐκπρόσωποι τῆς ΓΣΕΕ δηλώνουν ὅτι ἡ λύσις δὲν ἱκανοποιεῖ τὰ αἰτήματα τῶν ἐργατῶν. (964, 1196, 1190, 1281)
lottery-number: 6728 (336, 774, 361, 786)
left-section (18, 86, 476, 2276)
divider (1092, 1800, 1568, 1802)
article-text: Ἡ Ὁμοσπονδία τῶν λειτουργῶν Μέσης Ἐκπαιδεύσεως ἀπαντᾷ εἰς τὰς δηλώσεις τοῦ κ. Ταβάνη. Ἡ θεσμικὴ διάταξις δὲν λύει τὰ αἰτήματα, τὰ ὁποῖα συνιστοῦν τὰς ἀπαιτήσεις τοῦ κλάδου. (254, 398, 476, 459)
headline-teachers-strike: ΣΥΓΚΑΛΕΙΤΑΙ ΓΕΝΙΚΗ ΣΥΝΕΛΕΥΣΙΣ ΤΩΝ ΕΚΠΑΙΔΕΥΤΙΚΩΝ ΙΝΑ ΑΠΟΦΑΣΙΣΗ ΔΙΑ ΤΗΝ ΣΥΝΕΧΙΣΙΝ ΤΗΣ ΑΠΕΡΓΙΑΣ (58, 335, 436, 397)
lottery-number: 7807 (105, 786, 130, 798)
issue-date: ΤΡΙΤΗ 29 ΝΟΕΜΒΡΙΟΥ 1949 (1349, 60, 1560, 75)
lottery-number: 17165 (214, 750, 245, 762)
article-text: Ἡ Ὁμοσπονδία τῶν περισσευομένων οἰκονομικῶν ὑπαλλήλων ἀνεκοίνωσεν ὅτι ἡ ἀπεργία συνεχίζεται, μέχρις ὅτου ἱκανοποιηθοῦν τὰ αἰτήματα τῶν ὑπαλλήλων. Αἱ διαπραγματεύσεις μετὰ τοῦ Ὑπουργείου δὲν ἀπέδωσαν ἀποτελέσματα. (1206, 538, 1380, 635)
lottery-number: 32777 (330, 762, 361, 774)
article-text: Ὑπὸ τῆς Ὁμοσπονδίας λειτουργῶν Μέσης Ἐκπαιδεύσεως ἐκλήθησαν πληροφορούμεθα ὅτι ἀρχίζουν οἱ ἐκπρόσωποι τῶν ἐκπαιδευτικῶν εἰς συνάντησιν μετὰ τοῦ ἁρμοδίου ὑπουργοῦ. Ἡ γενικὴ συνέλευσις ὁρίσθη διὰ τὴν προσεχῆ ἑβδομάδα. (254, 463, 476, 548)
article-text: ΛΟΝΔΙΝΟΝ, 28, (Ἰδ. ὑπ.).— Κατὰ πληροφορίας ἐκ Χὸνγ Κὸνγκ, ἡ Μόσχα ἐσχημάτισεν ἰδίαν Κομινφὸρμ εἰς τὴν Ἀπω Ἀνατολὴν πρὸς ἐνίσχυσιν τῶν ἐκεῖ κομμουνιστικῶν κομμάτων. Ἡ ὀργάνωσις θὰ συντονίζῃ τὴν δρᾶσιν εἰς Κίναν, Ἰνδοκίναν καὶ Μαλαισίαν. (1394, 187, 1568, 297)
lottery-number: 197885 (439, 989, 476, 1001)
subheadline: ΤΑ ΚΡΕΑΤΑ (1044, 1285, 1110, 1300)
divider (18, 330, 476, 332)
headline-greece-protest: Η ΕΛΛΑΣ ΔΙΑΜΑΡΤΥΡΕΤΑΙ ΕΙΣ ΤΟΝ ΟΗΕ ΔΙΟΤΙ Η ΑΛΒΑΝΙΑ-ΒΟΥΛΓΑΡΙΑ ΚΡΑΤΟΥΝ ΤΟΥΣ ΣΥΛΛΗΦΘΕΝΤΑΣ ΥΠΟ ΤΩΝ ΣΥΜΜΟΡΙΤΩΝ ΕΛΛΗΝΑΣ (23, 86, 471, 188)
